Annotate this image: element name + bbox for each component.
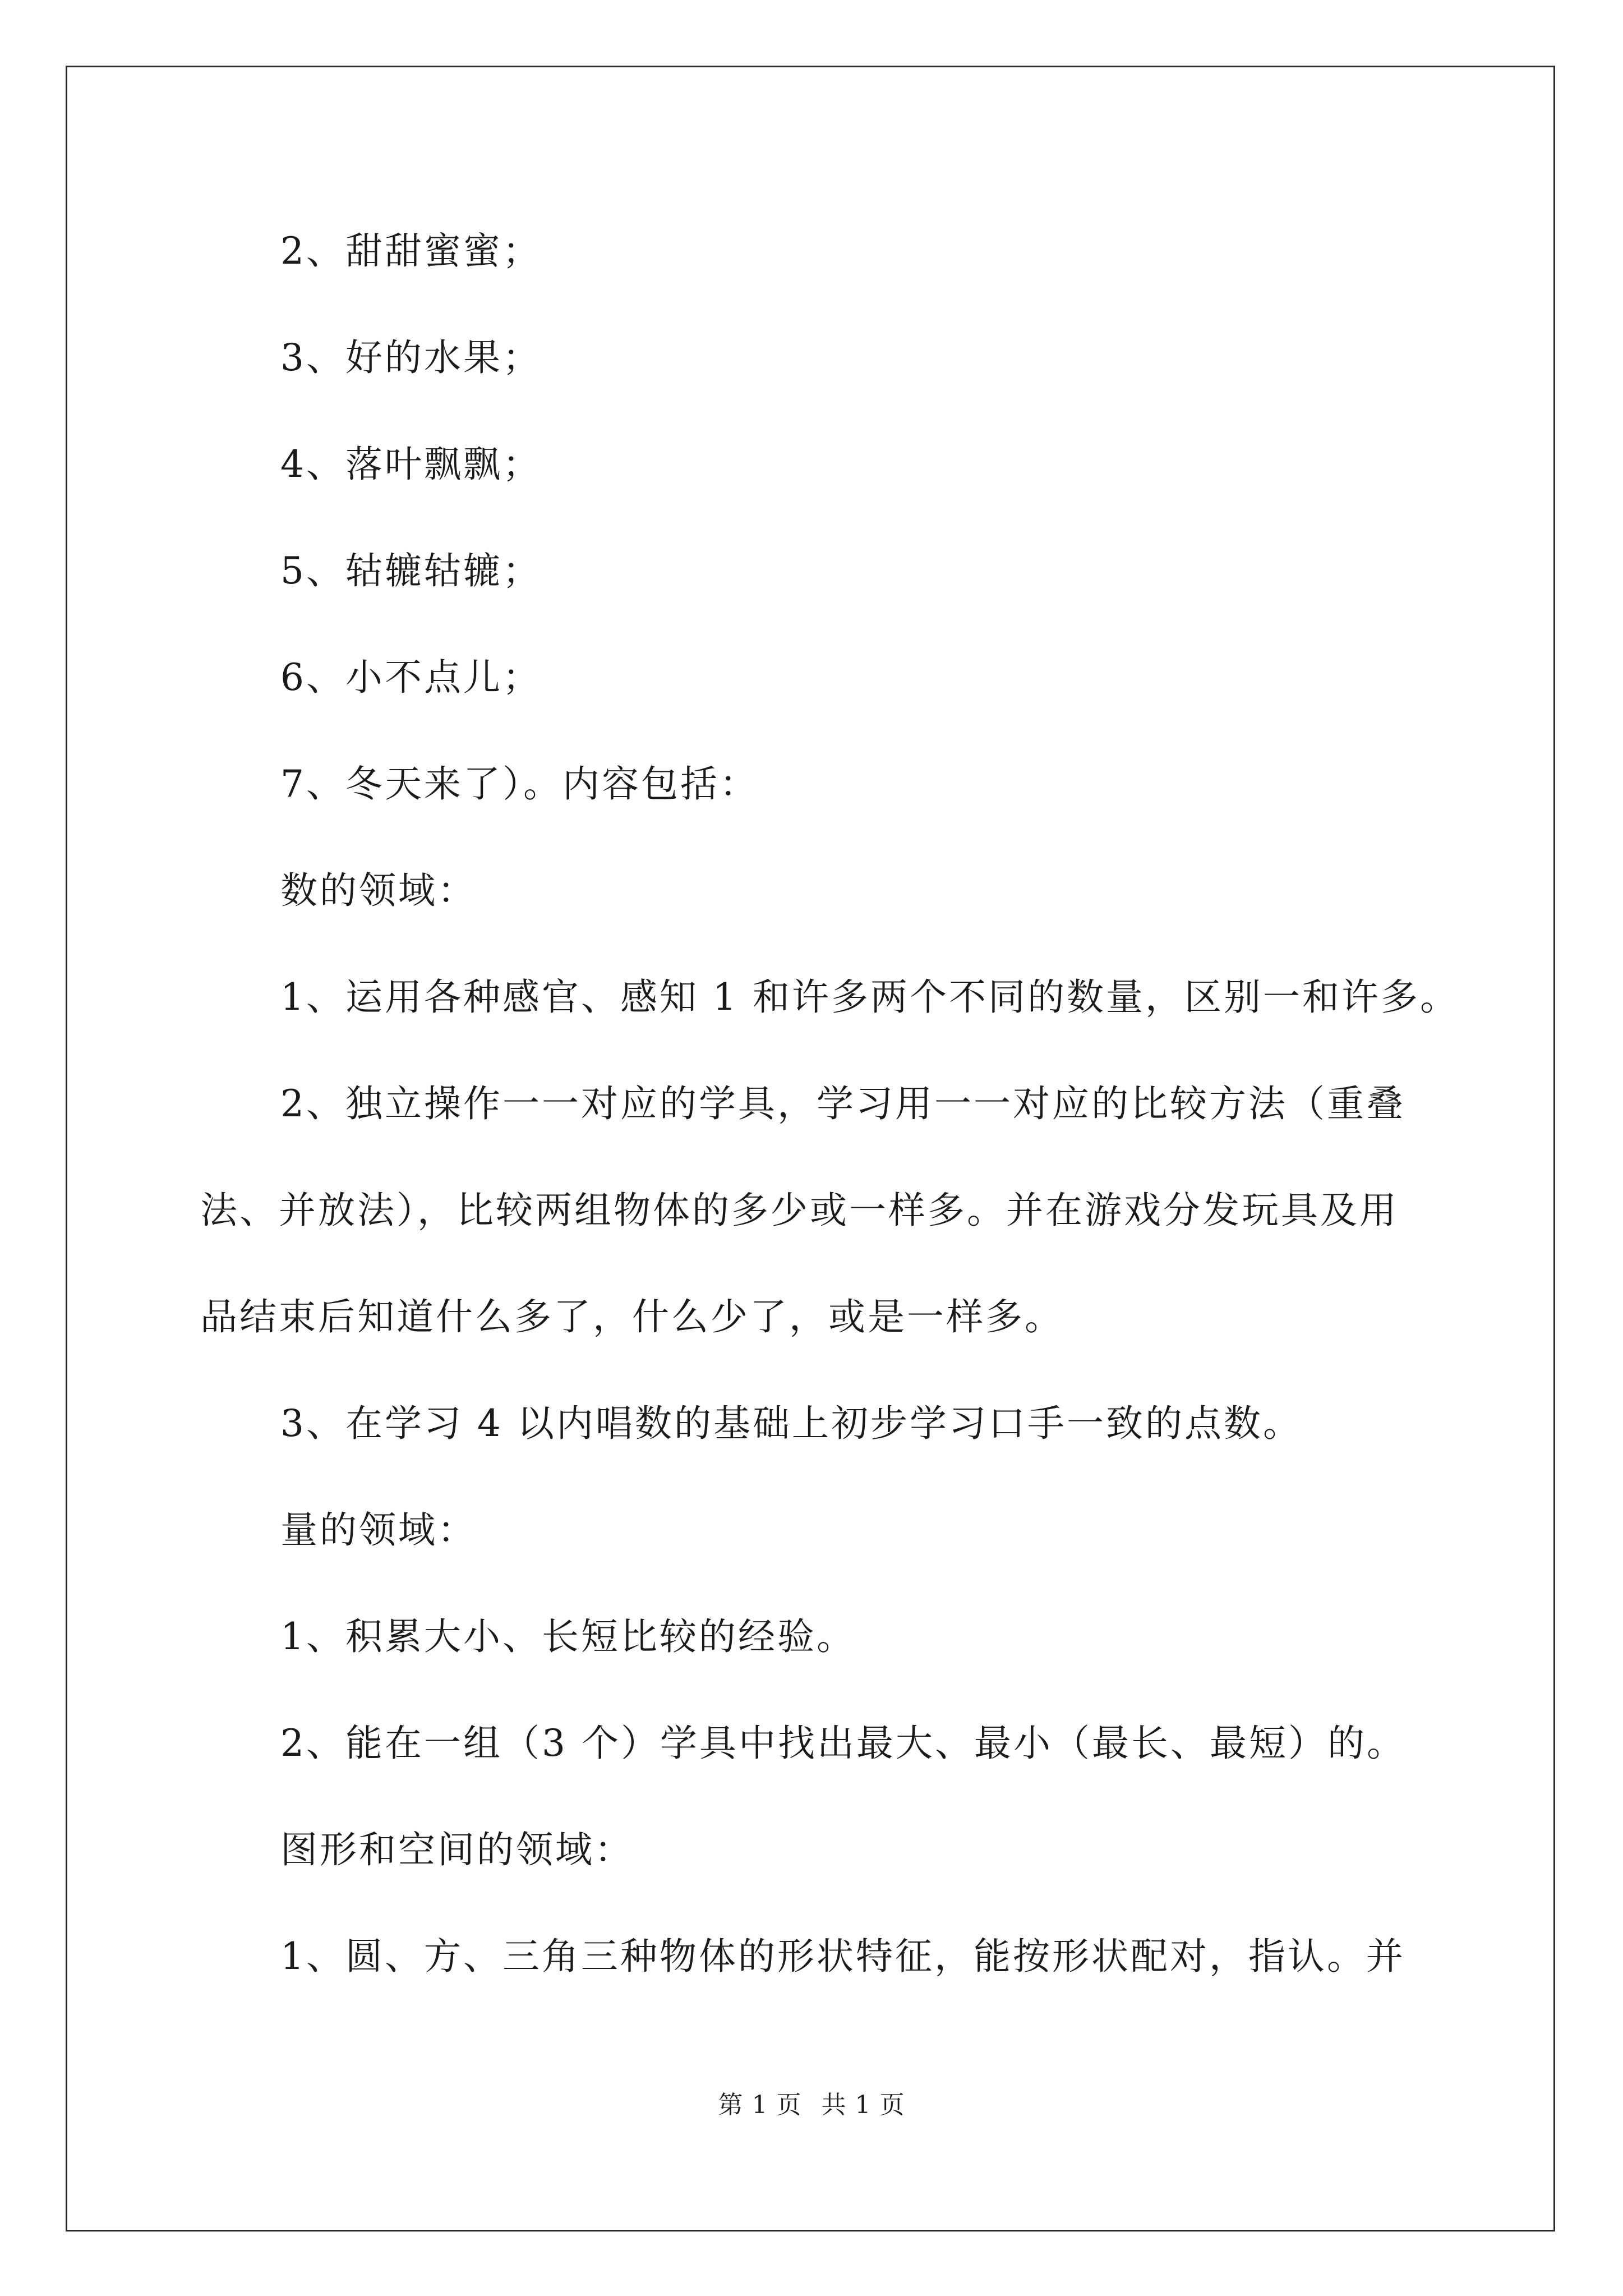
text-line: 品结束后知道什么多了，什么少了，或是一样多。 xyxy=(200,1295,1064,1338)
text-line: 3、在学习 4 以内唱数的基础上初步学习口手一致的点数。 xyxy=(280,1402,1302,1445)
section-heading: 量的领域： xyxy=(280,1508,477,1552)
text-line: 1、圆、方、三角三种物体的形状特征，能按形状配对，指认。并 xyxy=(280,1935,1405,1978)
text-line: 法、并放法），比较两组物体的多少或一样多。并在游戏分发玩具及用 xyxy=(200,1189,1399,1232)
text-line: 5、轱辘轱辘； xyxy=(280,549,542,592)
section-heading: 数的领域： xyxy=(280,869,477,912)
text-line: 6、小不点儿； xyxy=(280,656,542,699)
text-line: 4、落叶飘飘； xyxy=(280,443,542,486)
text-line: 2、独立操作一一对应的学具，学习用一一对应的比较方法（重叠 xyxy=(280,1082,1405,1125)
page-footer xyxy=(0,2090,1623,2121)
page-border xyxy=(66,66,1555,2231)
page-number-total: 共 1 页 xyxy=(821,2091,905,2119)
section-heading: 图形和空间的领域： xyxy=(280,1828,634,1871)
page-number-current: 第 1 页 xyxy=(718,2091,802,2119)
text-line: 1、积累大小、长短比较的经验。 xyxy=(280,1615,856,1658)
text-line: 1、运用各种感官、感知 1 和许多两个不同的数量，区别一和许多。 xyxy=(280,976,1459,1019)
text-line: 7、冬天来了）。内容包括： xyxy=(280,762,759,806)
text-line: 2、能在一组（3 个）学具中找出最大、最小（最长、最短）的。 xyxy=(280,1722,1406,1765)
text-line: 2、甜甜蜜蜜； xyxy=(280,229,542,273)
text-line: 3、好的水果； xyxy=(280,336,542,379)
